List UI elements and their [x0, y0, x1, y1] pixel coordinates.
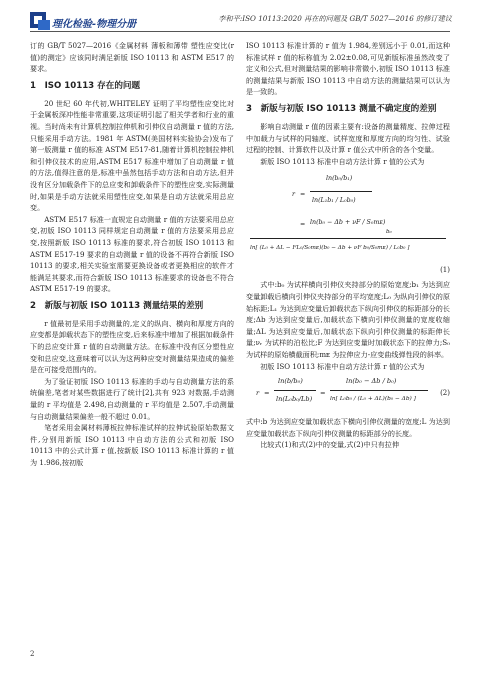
eq1-fraction-bar-b [250, 238, 446, 239]
left-column [30, 40, 234, 469]
paragraph: 20 世纪 60 年代初,WHITELEY 证明了平均塑性应变比对于金属板深冲性能非常重要,这项证明引起了相关学者和行业的重视。当时尚未有计算机控制拉伸机和引伸仪自动测量 r 值的方法,只能采用手动方法。1981 年 ASTM(美国材料实验协会)发布了第一版测量 r 值的标准 ASTM E517-81,随着计算机控制拉伸机和引伸仪技术的应用,ASTM E517 标准中增加了自动测量 r 值的方法,值得注意的是,标准中虽然包括手动方法和自动方法,但并没有区分加载条件下的总应变和卸载条件下的塑性应变,实际测量时,如果是手动方法就采用塑性应变,如果是自动方法就采用总应变。 [30, 98, 234, 213]
equation-2 [246, 372, 450, 416]
paragraph: 初版 ISO 10113 标准中自动方法计算 r 值的公式为 [260, 361, 425, 371]
paragraph: r 值最初是采用手动测量的,定义的纵向、横向和厚度方向的应变都是卸载状态下的塑性应变,后来标准中增加了根据加载条件下的总应变计算 r 值的自动测量方法。在标准中没有区分塑性应变和总应变,这意味着可以认为这两种应变对测量结果造成的偏差是在可接受范围内的。 [30, 318, 234, 375]
journal-logo [30, 12, 150, 30]
right-column [246, 40, 450, 451]
eq1-equals: = [300, 191, 306, 199]
section-heading-2: 2 新版与初版 ISO 10113 测量结果的差别 [30, 300, 204, 311]
paragraph: 笔者采用金属材料薄板拉伸标准试样的拉伸试验原始数据文件,分别用新版 ISO 10113 中自动方法的公式和初版 ISO 10113 中的公式计算 r 值,按新版 ISO 10113 标准计算的 r 值为 1.986,按初版 [30, 423, 234, 467]
paragraph: 比较式(1)和式(2)中的变量,式(2)中只有拉伸 [260, 440, 399, 450]
paragraph: 式中:b 为达到应变量加载状态下横向引伸仪测量的宽度;L 为达到应变量加载状态下纵向引伸仪测量的标距部分的长度。 [246, 417, 450, 438]
eq2-fraction-bar-a [274, 390, 316, 391]
header-rule [30, 31, 450, 32]
running-title: 李和平:ISO 10113:2020 再在的问题及 GB/T 5027—2016 的修订建议 [218, 14, 452, 23]
eq2-number: (2) [440, 389, 450, 398]
eq2-num-b: ln(b₀ − Δb / b₀) [346, 377, 397, 386]
eq2-den-b: ln[ L₀b₀ / (L₀ + ΔL)(b₀ − Δb) ] [330, 396, 416, 403]
section-heading-3: 3 新版与初版 ISO 10113 测量不确定度的差别 [246, 103, 437, 114]
eq1-num-a: ln(b₀/b₁) [326, 175, 353, 183]
paragraph: 新版 ISO 10113 标准中自动方法计算 r 值的公式为 [260, 156, 425, 166]
paragraph: ASTM E517 标准一直规定自动测量 r 值的方法要采用总应变,初版 ISO 10113 同样规定自动测量 r 值的方法要采用总应变,按照新版 ISO 10113 标准的要求,符合初版 ISO 10113 和 ASTM E517-19 要求的自动测量 r 值的设备不再符合新版 ISO 10113 的要求,相关实验室需要更换设备或者更换相应的软件才能满足其要求,而符合新版 ISO 10113 标准要求的设备也不符合 ASTM E517-19 的要求。 [30, 214, 234, 294]
paragraph: ISO 10113 标准计算的 r 值为 1.984,差别远小于 0.01,而这种标准试样 r 值的标称值为 2.02±0.08,可见新版标准虽然改变了定义和公式,但对测量结果的影响非常微小,初版 ISO 10113 标准的测量结果与新版 ISO 10113 中自动方法的测量结果可以认为是一致的。 [246, 41, 450, 97]
paragraph: 影响自动测量 r 值的因素主要有:设备的测量精度、拉伸过程中加载力与试样的同轴度、试样宽度和厚度方向的均匀性、试验过程的控制、计算软件以及计算 r 值公式中所含的各个变量。 [246, 121, 450, 155]
eq1-num-b: ln(b₀ − Δb + νF / S₀mᴇ) [310, 219, 386, 227]
section-heading-1: 1 ISO 10113 存在的问题 [30, 80, 141, 91]
eq1-den-a: ln(L₁b₁ / L₀b₀) [312, 197, 356, 205]
eq1-num-b-den: b₀ [386, 229, 392, 236]
paragraph: 订的 GB/T 5027—2016《金属材料 薄板和薄带 塑性应变比(r 值)的测定》应该同时满足新版 ISO 10113 和 ASTM E517 的要求。 [30, 41, 234, 74]
eq1-fraction-bar-a [310, 191, 372, 192]
logo-mark-accent-icon [38, 20, 50, 30]
eq2-equals-2: = [320, 389, 326, 398]
paragraph: 式中:b₀ 为试样横向引伸仪夹持部分的原始宽度;b₁ 为达到应变量卸载后横向引伸仪夹持部分的平均宽度;L₀ 为纵向引伸仪的原始标距;L₁ 为达到应变量后卸载状态下纵向引伸仪的标距部分的长度;Δb 为达到应变量后,加载状态下横向引伸仪测量的宽度收缩量;ΔL 为达到应变量后,加载状态下纵向引伸仪测量的标距伸长量;νᵣ 为试样的泊松比;F 为达到应变量时加载状态下的拉伸力;S₀ 为试样的原始横截面积;mᴇ 为拉伸应力-应变曲线弹性段的斜率。 [246, 280, 450, 359]
eq1-equals-2: = [300, 221, 306, 229]
equation-1 [246, 167, 450, 279]
eq1-den-b: ln[ (L₀ + ΔL − FL₀/S₀mᴇ)(b₀ − Δb + νF b₀/S₀mᴇ) / L₀b₀ ] [250, 245, 410, 252]
eq1-lhs: r [292, 191, 296, 199]
eq2-equals: = [264, 389, 270, 398]
page-number: 2 [30, 650, 35, 658]
eq2-lhs: r [256, 389, 260, 398]
paragraph: 为了验证初版 ISO 10113 标准的手动与自动测量方法的系统偏差,笔者对某些数据进行了统计[2],共有 923 对数据,手动测量的 r 平均值是 2.498,自动测量的 r 平均值是 2.507,手动测量与自动测量结果偏差一般不超过 0.01。 [30, 376, 234, 421]
journal-name: 理化检验-物理分册 [52, 19, 137, 30]
eq2-den-a: ln(L₀b₀/Lb) [276, 395, 313, 404]
page-header [0, 0, 480, 34]
eq2-num-a: ln(b/b₀) [278, 377, 303, 386]
eq1-number: (1) [440, 266, 450, 275]
eq2-fraction-bar-b [330, 390, 428, 391]
